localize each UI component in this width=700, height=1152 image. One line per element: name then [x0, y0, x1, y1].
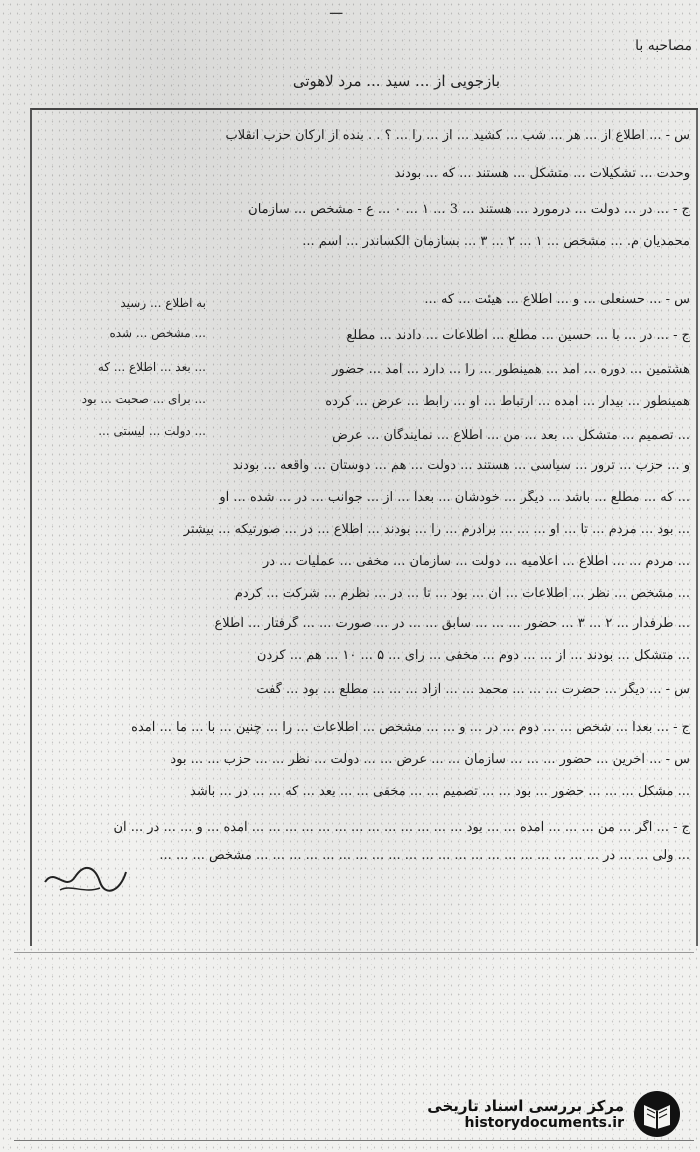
text-line: ج - ... در ... با ... حسین ... مطلع ... اطلاعات ... دادند ... مطلع: [346, 328, 690, 343]
watermark-text: [427, 1097, 624, 1131]
header-line-2: بازجویی از ... سید ... مرد لاهوتی: [292, 72, 500, 90]
text-line: همینطور ... بیدار ... آمده ... ارتباط ... او ... رابط ... عرض ... کرده: [325, 394, 690, 409]
text-line: ج - ... اگر ... من ... ... ... آمده ... ... بود ... ... ... ... ... ... ... ... ... ... ... ... ... آمده ... و ... ... در ... آن: [113, 820, 690, 835]
text-line: ... تصمیم ... متشکل ... بعد ... من ... اطلاع ... نمایندگان ... عرض: [332, 428, 690, 443]
text-line: ... بود ... مردم ... تا ... او ... ... ... برادرم ... را ... بودند ... اطلاع ... در ... صورتیکه ... بیشتر: [183, 522, 690, 537]
watermark: [392, 1086, 682, 1142]
margin-note: به اطلاع ... رسید: [120, 296, 206, 310]
text-line: محمدیان م. ... مشخص ... ۱ ... ۲ ... ۳ ... بسازمان الکساندر ... اسم ...: [302, 234, 690, 249]
header-line-1: مصاحبه با: [635, 38, 692, 54]
text-line: ج - ... در ... دولت ... درمورد ... هستند ... 3 ... ۱ ... ۰ ... ع - مشخص ... سازمان: [248, 202, 690, 217]
text-line: ج - ... بعداً ... شخص ... ... دوم ... در ... و ... ... مشخص ... اطلاعات ... را ... چنین ... با ... ما ... آمده: [131, 720, 690, 735]
text-line: ... مشخص ... نظر ... اطلاعات ... آن ... بود ... تا ... در ... نظرم ... شرکت ... کردم: [234, 586, 690, 601]
margin-note: ... برای ... صحبت ... بود: [81, 392, 206, 406]
text-line: ... مشکل ... ... ... حضور ... بود ... ... تصمیم ... ... مخفی ... ... بعد ... که ... ... در ... باشد: [190, 784, 690, 799]
text-line: وحدت ... تشکیلات ... متشکل ... هستند ... که ... بودند: [394, 166, 690, 181]
margin-note: ... مشخص ... شده: [109, 326, 206, 340]
watermark-name: مرکز بررسی اسناد تاریخی: [427, 1097, 624, 1115]
text-line: س - ... اطلاع از ... هر ... شب ... کشید ... از ... را ... ؟ . . بنده از ارکان حزب انقلاب: [225, 128, 690, 143]
text-line: هشتمین ... دوره ... آمد ... همینطور ... را ... دارد ... آمد ... حضور: [332, 362, 690, 377]
text-line: س - ... حسنعلی ... و ... اطلاع ... هیئت ... که ...: [424, 292, 690, 307]
margin-note: ... دولت ... لیستی ...: [98, 424, 206, 438]
margin-note: ... بعد ... اطلاع ... که: [97, 360, 206, 374]
watermark-url: historydocuments.ir: [464, 1115, 624, 1131]
book-logo-icon: [632, 1089, 682, 1139]
frame-right-edge: [696, 110, 698, 946]
handwritten-signature: [40, 862, 130, 898]
text-line: ... مردم ... ... اطلاع ... اعلامیه ... دولت ... سازمان ... مخفی ... عملیات ... در: [262, 554, 690, 569]
text-line: ... متشکل ... بودند ... از ... ... دوم ... مخفی ... رای ... ۵ ... ۱۰ ... هم ... کردن: [256, 648, 690, 663]
text-line: و ... حزب ... ترور ... سیاسی ... هستند ... دولت ... هم ... دوستان ... واقعه ... بودند: [232, 458, 690, 473]
text-line: س - ... آخرین ... حضور ... ... ... سازمان ... ... عرض ... ... دولت ... نظر ... ... حزب ... ... بود: [170, 752, 690, 767]
text-line: س - ... دیگر ... حضرت ... ... ... محمد ... ... آزاد ... ... ... مطلع ... بود ... گفت: [256, 682, 690, 697]
text-line: ... که ... مطلع ... باشد ... دیگر ... خودشان ... بعداً ... از ... جوانب ... در ... شده ... او: [219, 490, 690, 505]
page-bottom-rule: [14, 952, 694, 953]
text-line: ... طرفدار ... ۲ ... ۳ ... حضور ... ... ... سابق ... ... در ... صورت ... ... گرفتار ... اطلاع: [214, 616, 690, 631]
text-line: ... ولی ... ... در ... ... ... ... ... ... ... ... ... ... ... ... ... ... ... ... ... ... ... ... ... مشخص ... ... ...: [159, 848, 690, 863]
top-mark: ـــ: [330, 2, 343, 18]
